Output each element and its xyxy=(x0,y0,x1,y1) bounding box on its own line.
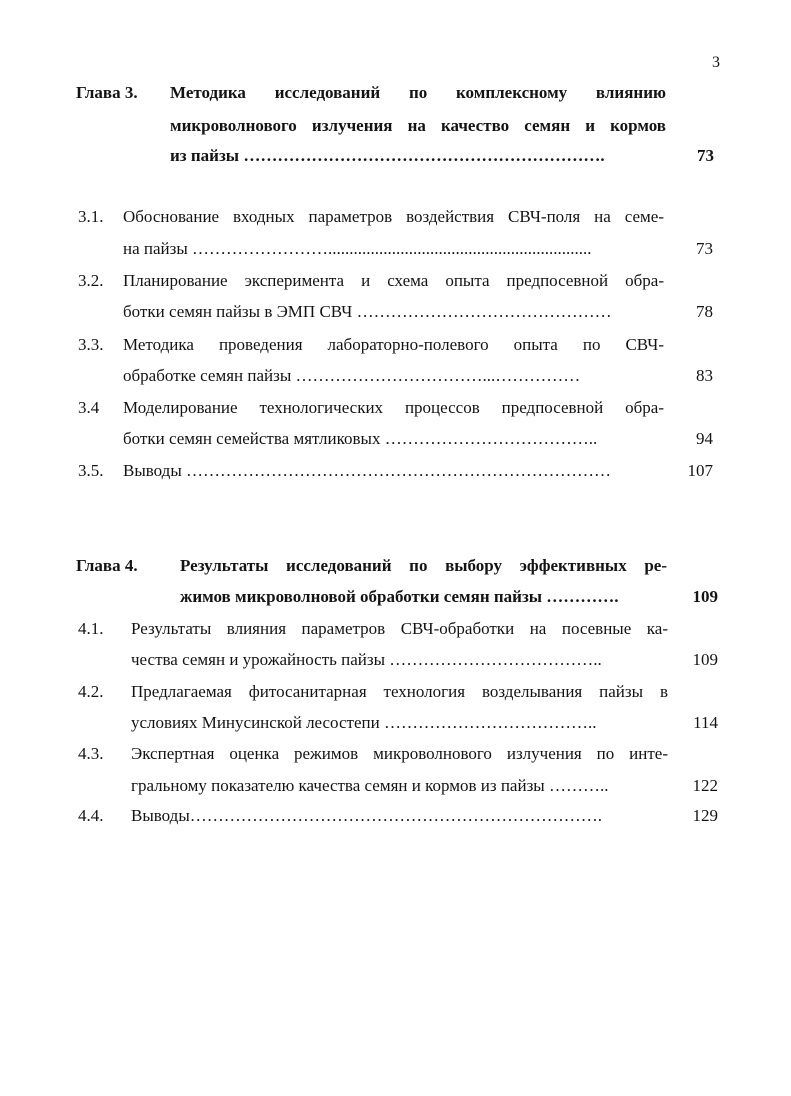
section-3-3-number: 3.3. xyxy=(78,335,104,354)
section-3-4-line-1: Моделирование технологических процессов предпосевной обра- xyxy=(123,398,664,417)
section-4-2-line-1: Предлагаемая фитосанитарная технология возделывания пайзы в xyxy=(131,682,668,701)
section-4-4-number: 4.4. xyxy=(78,806,104,825)
chapter-3-title-line-1: Методика исследований по комплексному влиянию xyxy=(170,83,666,102)
section-3-2-page: 78 xyxy=(696,302,713,321)
section-3-1-number: 3.1. xyxy=(78,207,104,226)
section-4-4-page: 129 xyxy=(692,806,718,825)
chapter-4-title-line-2: жимов микроволновой обработки семян пайзы …………. xyxy=(180,587,619,606)
chapter-4-label: Глава 4. xyxy=(76,556,138,575)
chapter-4-page: 109 xyxy=(692,587,718,606)
section-3-5-line-1: Выводы ………………………………………………………………… xyxy=(123,461,612,480)
chapter-3-label: Глава 3. xyxy=(76,83,138,102)
section-3-1-page: 73 xyxy=(696,239,713,258)
section-3-3-line-2: обработке семян пайзы ……………………………...…………… xyxy=(123,366,581,385)
section-3-2-line-2: ботки семян пайзы в ЭМП СВЧ ……………………………………… xyxy=(123,302,612,321)
section-4-3-line-1: Экспертная оценка режимов микроволнового излучения по инте- xyxy=(131,744,668,763)
section-4-2-number: 4.2. xyxy=(78,682,104,701)
section-3-3-line-1: Методика проведения лабораторно-полевого опыта по СВЧ- xyxy=(123,335,664,354)
chapter-3-title-line-2: микроволнового излучения на качество семян и кормов xyxy=(170,116,666,135)
section-3-4-line-2: ботки семян семейства мятликовых ……………………………….. xyxy=(123,429,598,448)
chapter-3-page: 73 xyxy=(697,146,714,165)
section-3-1-line-2: на пайзы …………………….............................................................. xyxy=(123,239,592,258)
section-3-2-line-1: Планирование эксперимента и схема опыта предпосевной обра- xyxy=(123,271,664,290)
section-3-3-page: 83 xyxy=(696,366,713,385)
section-4-1-line-1: Результаты влияния параметров СВЧ-обработки на посевные ка- xyxy=(131,619,668,638)
page-number: 3 xyxy=(712,54,720,71)
section-4-1-number: 4.1. xyxy=(78,619,104,638)
section-4-3-number: 4.3. xyxy=(78,744,104,763)
section-4-4-line-1: Выводы………………………………………………………………. xyxy=(131,806,603,825)
section-3-5-page: 107 xyxy=(687,461,713,480)
section-3-2-number: 3.2. xyxy=(78,271,104,290)
section-3-1-line-1: Обоснование входных параметров воздействия СВЧ-поля на семе- xyxy=(123,207,664,226)
section-3-4-number: 3.4 xyxy=(78,398,100,417)
section-3-5-number: 3.5. xyxy=(78,461,104,480)
section-4-1-line-2: чества семян и урожайность пайзы ……………………………….. xyxy=(131,650,602,669)
section-3-4-page: 94 xyxy=(696,429,713,448)
section-4-1-page: 109 xyxy=(692,650,718,669)
section-4-3-page: 122 xyxy=(692,776,718,795)
section-4-3-line-2: гральному показателю качества семян и кормов из пайзы ……….. xyxy=(131,776,609,795)
chapter-3-title-line-3: из пайзы ………………………………………………………. xyxy=(170,146,605,165)
chapter-4-title-line-1: Результаты исследований по выбору эффективных ре- xyxy=(180,556,667,575)
section-4-2-line-2: условиях Минусинской лесостепи ……………………………….. xyxy=(131,713,597,732)
section-4-2-page: 114 xyxy=(693,713,718,732)
